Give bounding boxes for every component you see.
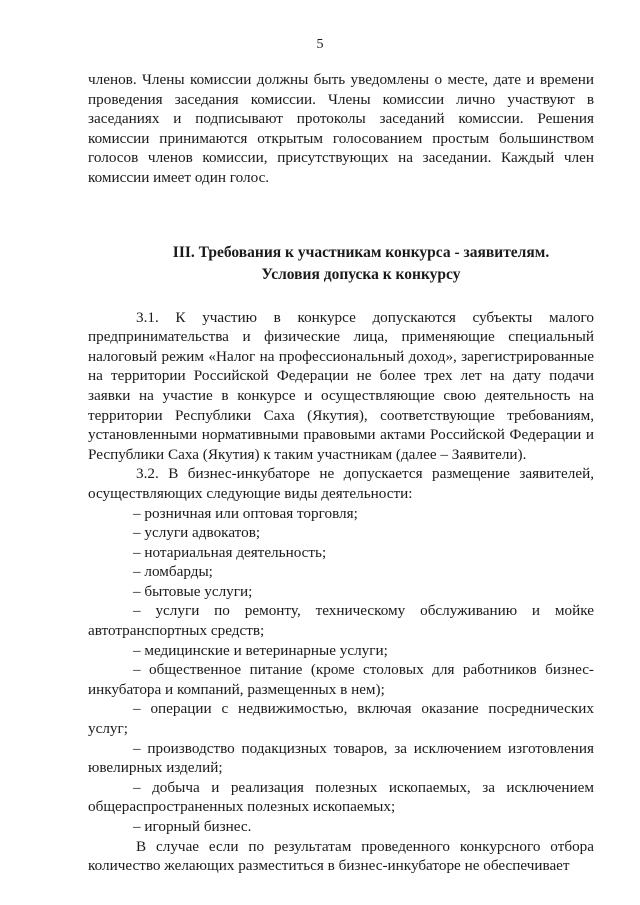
- clause-3-2: 3.2. В бизнес-инкубаторе не допускается размещение заявителей, осуществляющих следующие виды деятельности:: [88, 465, 594, 502]
- list-item: – производство подакцизных товаров, за исключением изготовления ювелирных изделий;: [88, 739, 594, 777]
- intro-paragraph: членов. Члены комиссии должны быть уведомлены о месте, дате и времени проведения заседания комиссии. Члены комиссии лично участвуют в заседаниях и подписывают протоколы заседаний комиссии. Решения комиссии принимаются открытым голосованием простым большинством голосов членов комиссии, присутствующих на заседании. Каждый член комиссии имеет один голос.: [88, 71, 594, 186]
- document-body: [88, 70, 594, 876]
- list-item: – игорный бизнес.: [133, 818, 252, 835]
- page-number: 5: [316, 37, 324, 52]
- list-item: – ломбарды;: [133, 563, 213, 581]
- list-item: – добыча и реализация полезных ископаемых, за исключением общераспространенных полезных ископаемых;: [88, 778, 594, 816]
- section-heading-line-1: III. Требования к участникам конкурса - заявителям.: [172, 243, 550, 261]
- list-item: – услуги адвокатов;: [133, 524, 261, 542]
- list-item: – операции с недвижимостью, включая оказание посреднических услуг;: [88, 700, 594, 738]
- section-heading: [88, 242, 594, 286]
- closing-paragraph: В случае если по результатам проведенного конкурсного отбора количество желающих разместиться в бизнес-инкубаторе не обеспечивает: [88, 837, 594, 875]
- list-item: – нотариальная деятельность;: [133, 543, 327, 561]
- list-item: – медицинские и ветеринарные услуги;: [133, 641, 388, 659]
- list-item: – бытовые услуги;: [133, 582, 253, 600]
- list-item: – услуги по ремонту, техническому обслуживанию и мойке автотранспортных средств;: [88, 602, 594, 640]
- activities-list: [88, 504, 594, 837]
- list-item: – розничная или оптовая торговля;: [133, 504, 358, 522]
- section-heading-line-2: Условия допуска к конкурсу: [261, 265, 461, 283]
- list-item: – общественное питание (кроме столовых для работников бизнес-инкубатора и компаний, размещенных в нем);: [88, 661, 594, 698]
- clause-3-1: 3.1. К участию в конкурсе допускаются субъекты малого предпринимательства и физические лица, применяющие специальный налоговый режим «Налог на профессиональный доход», зарегистрированные на территории Российской Федерации не более трех лет на дату подачи заявки на участие в конкурсе и осуществляющие свою деятельность на территории Республики Саха (Якутия), соответствующие требованиям, установленными нормативными правовыми актами Российской Федерации и Республики Саха (Якутия) к таким участникам (далее – Заявители).: [88, 308, 594, 463]
